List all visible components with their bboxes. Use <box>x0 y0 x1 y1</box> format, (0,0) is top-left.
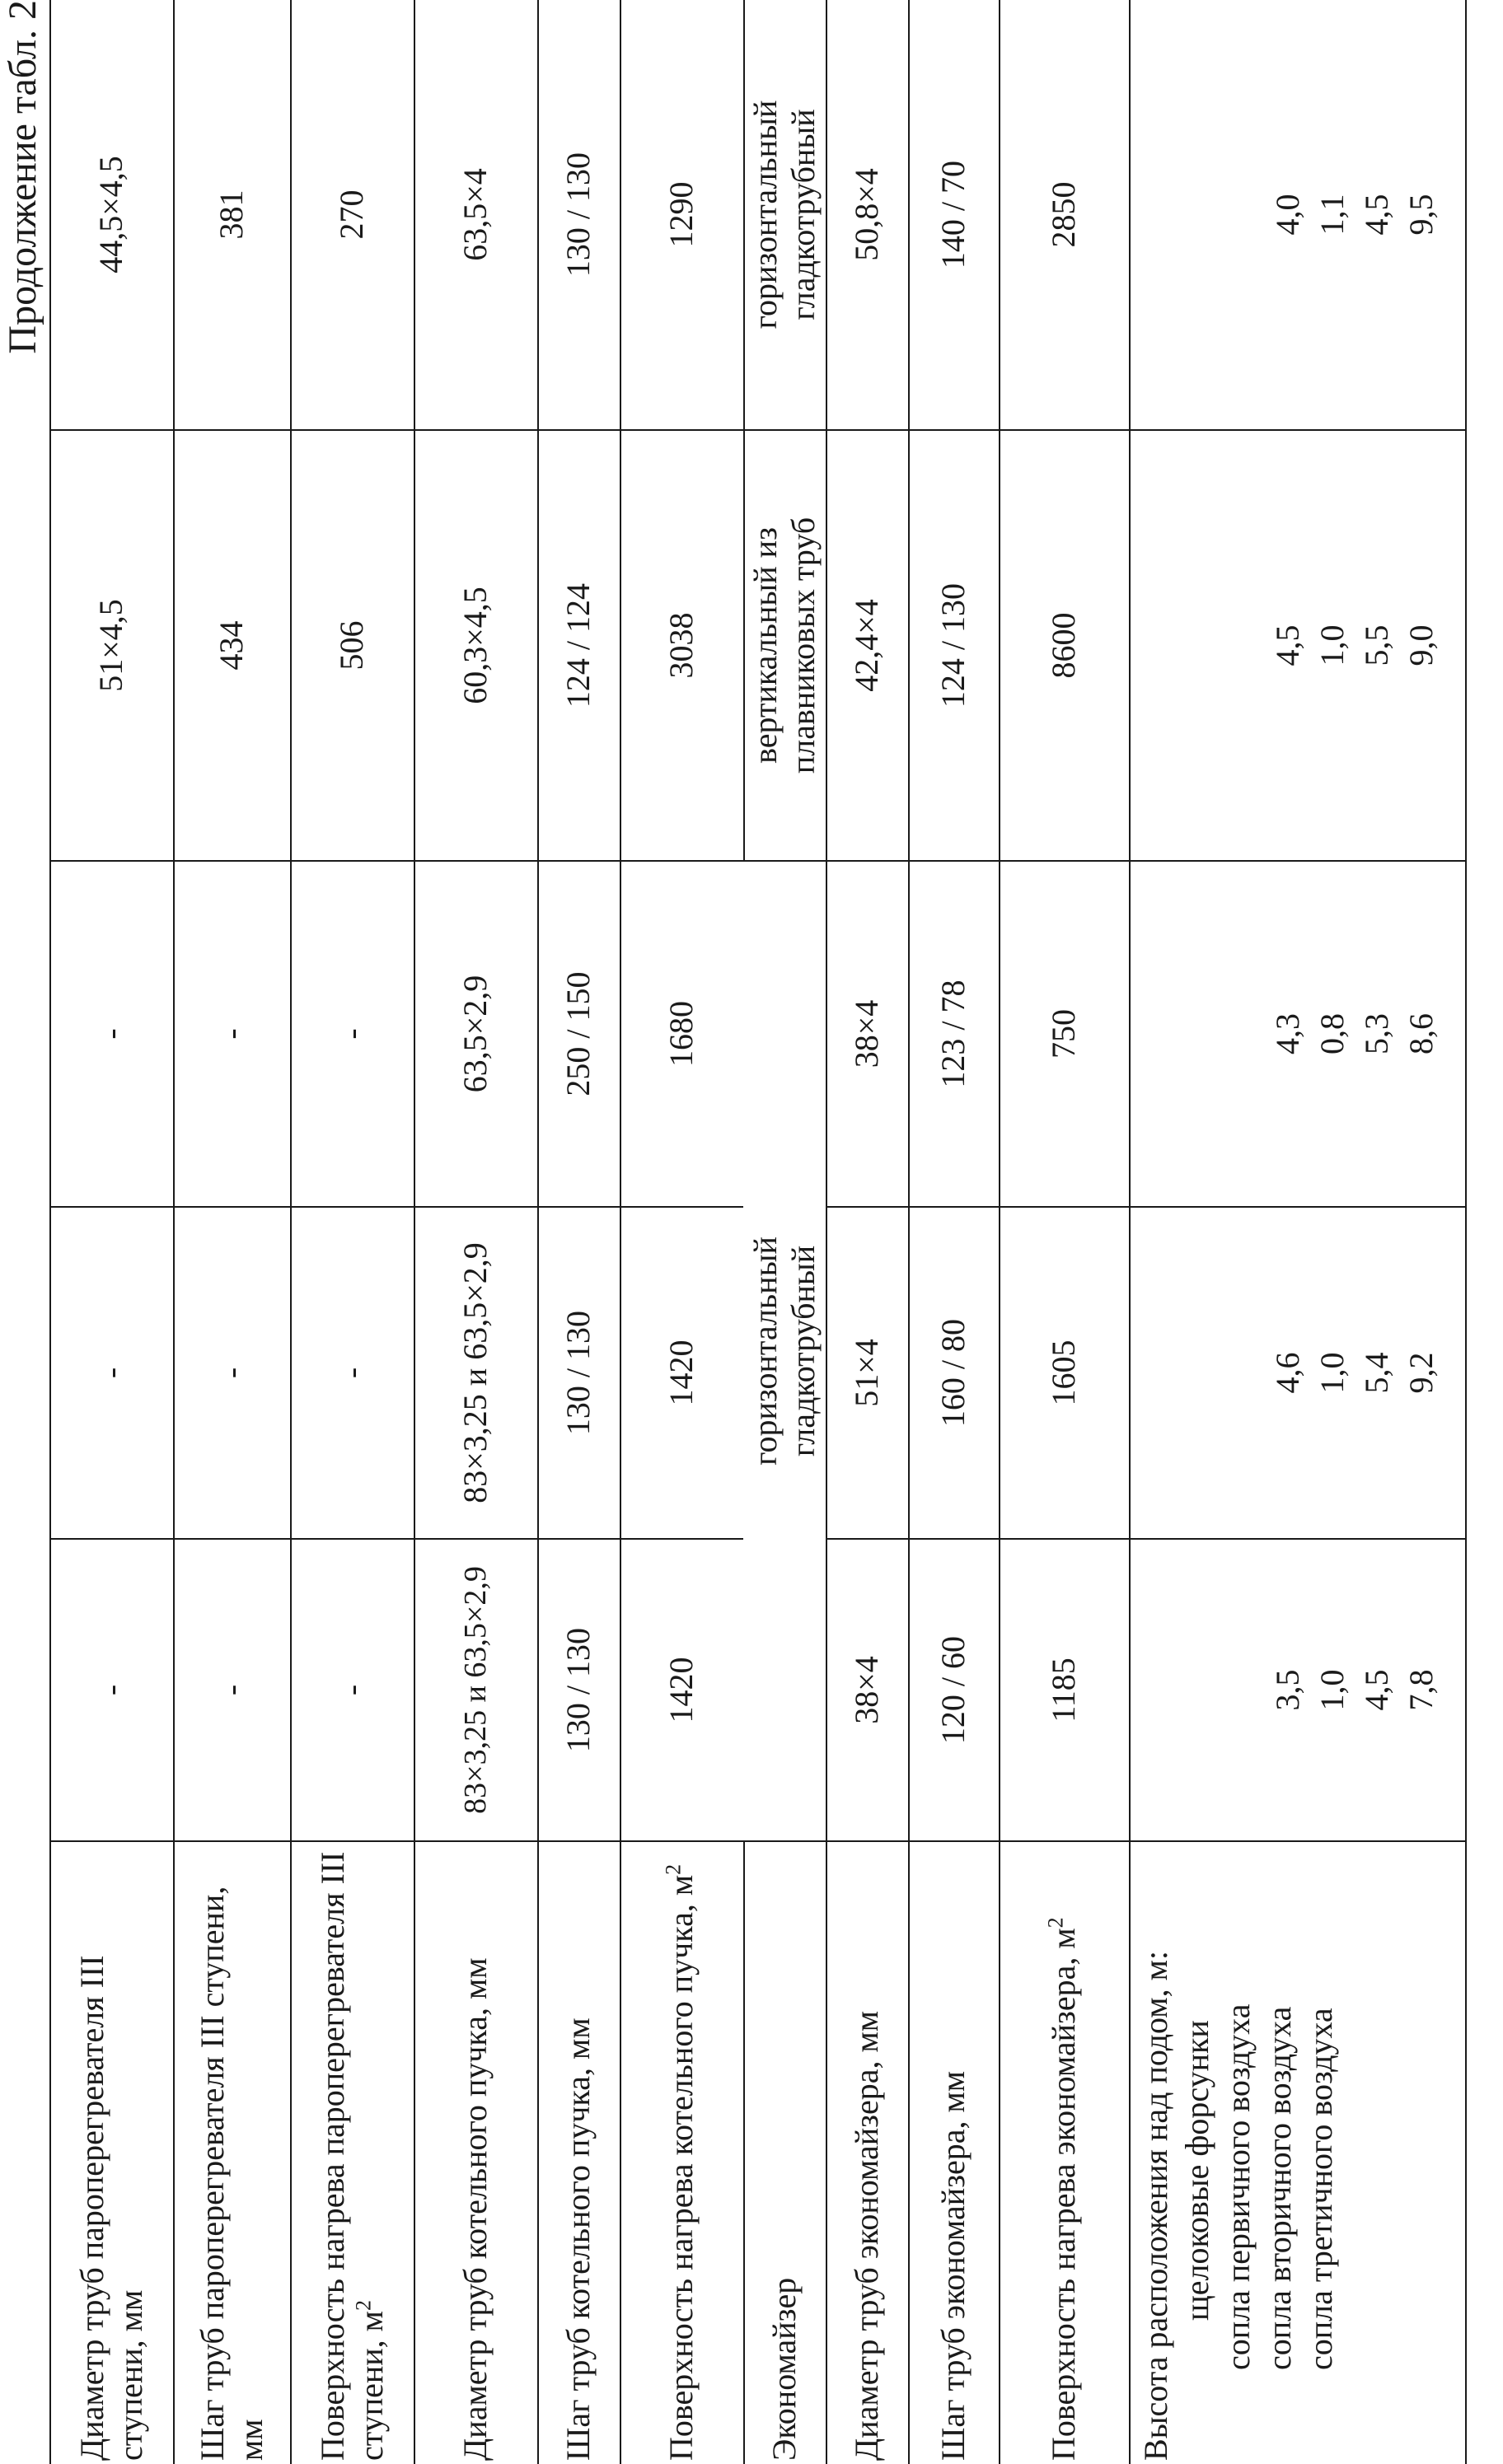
table-cell: 1290 <box>663 181 700 248</box>
table-cell: 83×3,25 и 63,5×2,9 <box>457 1566 493 1814</box>
table-cell: 4,0 1,1 4,5 9,5 <box>1269 194 1440 236</box>
table-cell: 44,5×4,5 <box>92 156 130 274</box>
table-cell: 1605 <box>1045 1340 1083 1406</box>
row-label: Диаметр труб экономайзера, мм <box>848 2010 886 2461</box>
table-cell: - <box>333 1684 371 1696</box>
table-cell: 63,5×2,9 <box>457 975 494 1093</box>
table-cell: 83×3,25 и 63,5×2,9 <box>457 1242 494 1503</box>
table-cell: 8600 <box>1045 612 1083 679</box>
table-cell: 750 <box>1045 1009 1083 1059</box>
table-cell: 160 / 80 <box>934 1318 972 1428</box>
row-label: Экономайзер <box>766 2277 803 2461</box>
table-cell: 4,5 1,0 5,5 9,0 <box>1269 624 1440 666</box>
table-cell: - <box>92 1028 130 1040</box>
table-cell: 1420 <box>663 1657 700 1723</box>
table-row <box>999 0 1129 2464</box>
table-cell: - <box>92 1684 130 1696</box>
table-cell: - <box>213 1028 250 1040</box>
table-cell: - <box>333 1028 371 1040</box>
table-cell: 124 / 124 <box>560 582 597 708</box>
row-label: Шаг труб экономайзера, мм <box>934 2070 972 2461</box>
table-cell: - <box>213 1367 250 1379</box>
table-row <box>537 0 620 2464</box>
table-cell: 120 / 60 <box>934 1635 972 1745</box>
row-label: Диаметр труб котельного пучка, мм <box>457 1957 494 2461</box>
table-cell: 140 / 70 <box>934 160 972 269</box>
row-label: Поверхность нагрева экономайзера, $м^2$ <box>1044 1917 1083 2461</box>
table-cell: 4,6 1,0 5,4 9,2 <box>1269 1352 1440 1394</box>
table-cell: 123 / 78 <box>934 980 972 1088</box>
table-cell: 250 / 150 <box>560 971 597 1096</box>
row-label: Поверхность нагрева пароперегревателя III ступени, $м^2$ <box>313 1851 390 2461</box>
table-cell: вертикальный из плавниковых труб <box>747 517 822 774</box>
table-row <box>620 0 743 2464</box>
row-label: Поверхность нагрева котельного пучка, $м^2$ <box>662 1863 700 2461</box>
table-cell: - <box>92 1367 130 1379</box>
row-label: Высота расположения над подом, м: щелоковые форсунки сопла первичного воздуха сопла вторичного воздуха сопла третичного воздуха <box>1129 1842 1467 2464</box>
table-cell: 38×4 <box>848 999 886 1068</box>
table-cell: 434 <box>213 620 250 671</box>
table-cell: 38×4 <box>848 1656 886 1724</box>
table-row <box>49 0 173 2464</box>
table-row <box>826 0 908 2464</box>
table-cell: 130 / 130 <box>560 152 597 278</box>
table-cell: 3038 <box>663 612 700 679</box>
table-cell: 1420 <box>663 1340 700 1406</box>
table-cell: 60,3×4,5 <box>457 587 494 704</box>
table-cell: 3,5 1,0 4,5 7,8 <box>1269 1669 1440 1711</box>
table-cell: 1680 <box>663 1001 700 1067</box>
table-caption: Продолжение табл. 2 <box>1 0 44 354</box>
table-row <box>414 0 537 2464</box>
table-cell: 42,4×4 <box>848 599 886 692</box>
table-cell: 51×4,5 <box>92 599 130 692</box>
table-cell: 2850 <box>1045 181 1083 248</box>
sublabel: щелоковые форсунки <box>1178 2020 1215 2321</box>
table-row <box>1129 0 1467 2464</box>
table-row <box>173 0 290 2464</box>
table-cell: - <box>333 1367 371 1379</box>
table-row <box>290 0 414 2464</box>
table-cell: 381 <box>213 189 250 240</box>
row-label: Шаг труб котельного пучка, мм <box>560 2017 597 2461</box>
table-cell: 50,8×4 <box>848 168 886 261</box>
table-cell: 130 / 130 <box>560 1310 597 1436</box>
table-cell: 124 / 130 <box>934 582 972 708</box>
table-cell: 270 <box>333 189 371 240</box>
sublabel: сопла третичного воздуха <box>1302 2008 1339 2370</box>
table-cell: 130 / 130 <box>560 1627 597 1753</box>
table-cell: 51×4 <box>848 1339 886 1407</box>
sublabel: сопла первичного воздуха <box>1220 2003 1257 2370</box>
table-cell: горизонтальный гладкотрубный <box>747 100 822 330</box>
row-label: Шаг труб пароперегревателя III ступени, мм <box>193 1886 269 2461</box>
table-cell: 4,3 0,8 5,3 8,6 <box>1269 1013 1440 1054</box>
table-row <box>908 0 999 2464</box>
table-cell: 506 <box>333 620 371 671</box>
row-label: Диаметр труб пароперегревателя III ступени, мм <box>73 1955 149 2461</box>
table-row <box>743 0 826 2464</box>
table-cell: 63,5×4 <box>457 168 494 261</box>
merged-cell: горизонтальный гладкотрубный <box>747 1237 822 1466</box>
sublabel: сопла вторичного воздуха <box>1261 2006 1298 2370</box>
table-cell: 1185 <box>1045 1657 1083 1723</box>
table-cell: - <box>213 1684 250 1696</box>
